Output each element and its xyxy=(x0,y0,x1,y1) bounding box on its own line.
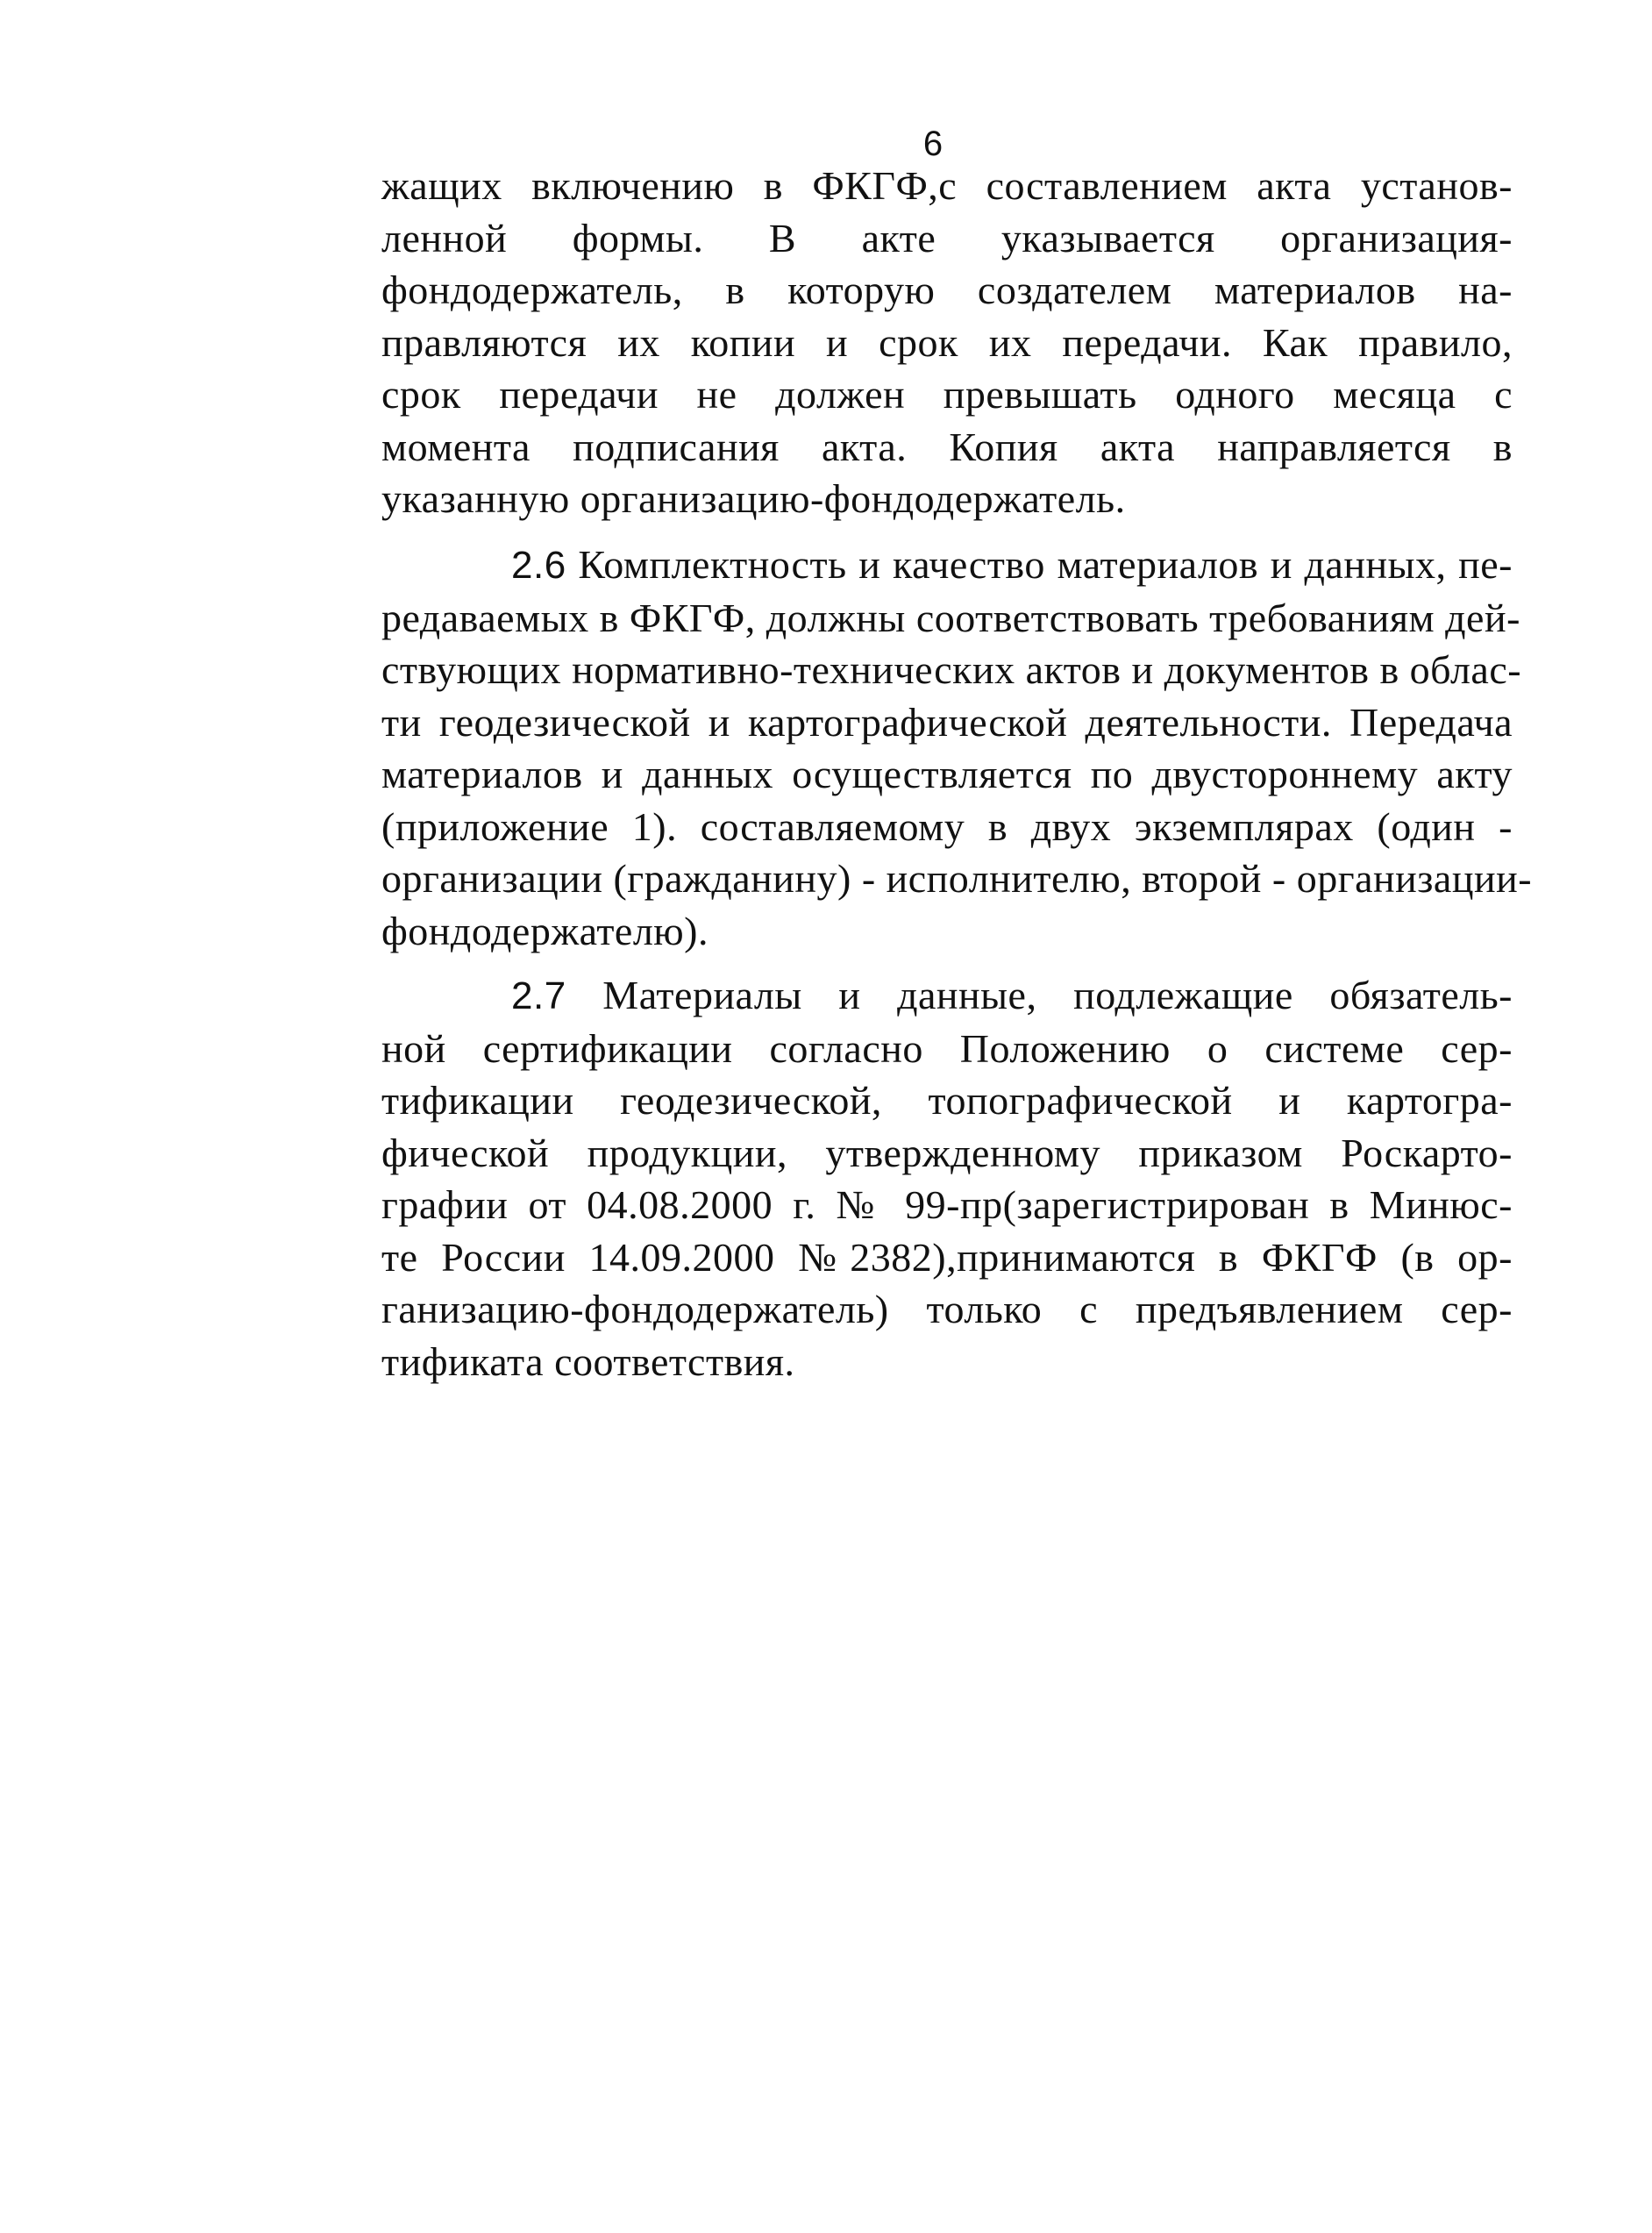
text-line: правляются их копии и срок их передачи. Как правило, xyxy=(381,319,1513,365)
text-line: фондодержателю). xyxy=(381,908,709,953)
page-number: 6 xyxy=(922,125,943,163)
text-line: те России 14.09.2000 №2382),принимаются в ФКГФ (в ор- xyxy=(381,1234,1513,1280)
paragraph-clause-2-6 xyxy=(381,539,1533,957)
paragraph-clause-2-7 xyxy=(381,969,1513,1388)
text-line: организации (гражданину) - исполнителю, второй - организации- xyxy=(381,856,1533,901)
text-line: ти геодезической и картографической деятельности. Передача xyxy=(381,699,1513,745)
text-line: ганизацию-фондодержатель) только с предъявлением сер- xyxy=(381,1287,1513,1331)
text-line: тификации геодезической, топографической и картогра- xyxy=(381,1078,1513,1123)
text-line: ствующих нормативно-технических актов и документов в облас- xyxy=(381,647,1522,692)
text-line: графии от 04.08.2000 г. № 99-пр(зарегистрирован в Минюс- xyxy=(381,1182,1513,1227)
text-line: редаваемых в ФКГФ, должны соответствовать требованиям дей- xyxy=(381,595,1520,640)
text-fragment: Комплектность и качество материалов и данных, пе- xyxy=(578,542,1513,587)
text-line: ной сертификации согласно Положению о системе сер- xyxy=(381,1025,1513,1071)
clause-number: 2.6 xyxy=(511,544,566,587)
text-line: указанную организацию-фондодержатель. xyxy=(381,476,1126,521)
text-line: жащих включению в ФКГФ,с составлением акта установ- xyxy=(381,163,1513,208)
text-line-first xyxy=(381,969,1513,1023)
text-line: ленной формы. В акте указывается организация- xyxy=(381,215,1513,260)
text-line: (приложение 1). составляемому в двух экземплярах (один - xyxy=(381,803,1513,849)
text-line: тификата соответствия. xyxy=(381,1338,795,1384)
text-line: фондодержатель, в которую создателем материалов на- xyxy=(381,268,1513,312)
text-fragment: Материалы и данные, подлежащие обязатель- xyxy=(602,973,1513,1017)
paragraph-continuation xyxy=(381,160,1513,525)
text-line: момента подписания акта. Копия акта направляется в xyxy=(381,424,1513,469)
text-line: фической продукции, утвержденному приказом Роскарто- xyxy=(381,1130,1513,1175)
text-line-first xyxy=(381,539,1513,592)
text-line: материалов и данных осуществляется по двустороннему акту xyxy=(381,752,1513,796)
clause-number: 2.7 xyxy=(511,974,566,1017)
text-line: срок передачи не должен превышать одного месяца с xyxy=(381,372,1513,417)
